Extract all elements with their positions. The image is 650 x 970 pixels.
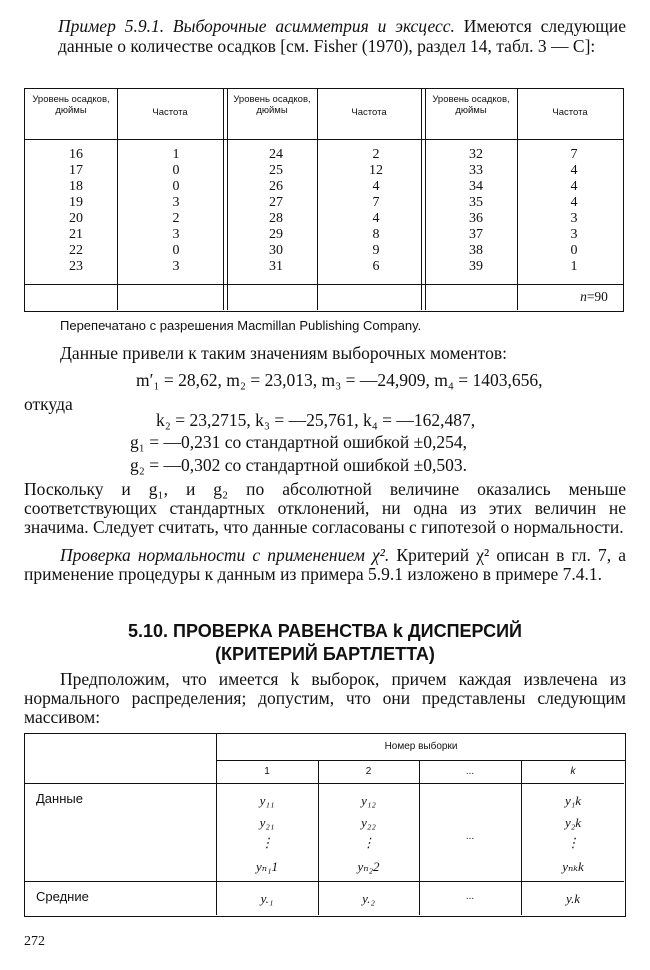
cell-yn22: yₙ₂2 (357, 859, 380, 874)
group-divider (223, 88, 224, 310)
rainfall-frequency-table (24, 88, 624, 312)
cell-y2k: y₂k (564, 815, 582, 830)
header-level: Уровень осадков, дюймы (32, 94, 110, 116)
source-note: Перепечатано с разрешения Macmillan Publishing Company. (60, 318, 422, 333)
chi-check-title: Проверка нормальности с применением χ². (60, 545, 390, 565)
mean-k: y.k (565, 891, 581, 906)
mean-ellipsis: ... (465, 891, 475, 902)
cumulants-formula: k₂ = 23,2715, k₃ = —25,761, k₄ = —162,487, (156, 410, 476, 430)
vertical-ellipsis: ⋮ (566, 835, 580, 850)
group-divider (227, 88, 228, 310)
group-divider (425, 88, 426, 310)
cell-ynkk: yₙₖk (562, 859, 584, 874)
cell-y1k: y₁k (564, 793, 582, 808)
vertical-ellipsis: ⋮ (362, 835, 375, 850)
cell-yn11: yₙ₁1 (255, 859, 279, 874)
header-level: Уровень осадков, дюймы (233, 94, 311, 116)
means-row-label: Средние (36, 889, 89, 904)
cell-y21: y₂₁ (259, 815, 275, 830)
example-title: Пример 5.9.1. Выборочные асимметрия и эксцесс. (58, 16, 455, 36)
whence-text: откуда (24, 394, 73, 414)
sample-array-table (24, 733, 626, 917)
chi-check-paragraph (24, 546, 626, 584)
sample-number-header: Номер выборки (384, 741, 458, 752)
section-heading-line1: 5.10. ПРОВЕРКА РАВЕНСТВА k ДИСПЕРСИЙ (128, 621, 522, 641)
vertical-ellipsis: ⋮ (260, 835, 274, 850)
g2-formula: g₂ = —0,302 со стандартной ошибкой ±0,503. (130, 455, 468, 475)
group-divider (421, 88, 422, 310)
header-rule (216, 760, 626, 761)
example-text: Имеются следующие данные о количестве осадков [см. Fisher (1970), раздел 14, табл. 3 — C]: (58, 16, 626, 56)
moments-formula: m′₁ = 28,62, m₂ = 23,013, m₃ = —24,909, m₄ = 1403,656, (136, 370, 543, 390)
freq-column: 1 0 0 3 2 3 0 3 (172, 147, 180, 274)
cell-y11: y₁₁ (259, 793, 275, 808)
mean-1: y.₁ (260, 891, 274, 906)
level-column: 24 25 26 27 28 29 30 31 (269, 147, 283, 274)
header-freq: Частота (351, 107, 387, 118)
section-paragraph: Предположим, что имеется k выборок, причем каждая извлечена из нормального распределения; допустим, что они представлены следующим массивом: (24, 669, 626, 727)
col-header-2: 2 (365, 766, 372, 777)
header-level: Уровень осадков, дюймы (432, 94, 510, 116)
header-freq: Частота (152, 107, 188, 118)
freq-column: 2 12 4 7 4 8 9 6 (369, 147, 383, 274)
horizontal-ellipsis: ... (465, 831, 475, 842)
example-intro (58, 16, 626, 56)
header-rule (24, 783, 624, 784)
page-number: 272 (24, 934, 45, 949)
data-row-label: Данные (36, 791, 83, 806)
col-divider (117, 88, 118, 310)
col-divider (317, 88, 318, 310)
col-divider (517, 88, 518, 310)
section-heading-line2: (КРИТЕРИЙ БАРТЛЕТТА) (215, 644, 435, 664)
mean-2: y.₂ (362, 891, 375, 906)
total-rule (24, 284, 624, 285)
header-rule (24, 139, 624, 140)
freq-column: 7 4 4 4 3 3 0 1 (570, 147, 578, 274)
level-column: 32 33 34 35 36 37 38 39 (469, 147, 483, 274)
header-freq: Частота (552, 107, 588, 118)
cell-y22: y₂₂ (361, 815, 376, 830)
col-header-ellipsis: ... (465, 766, 475, 777)
moments-intro: Данные привели к таким значениям выборочных моментов: (60, 343, 507, 363)
g1-formula: g₁ = —0,231 со стандартной ошибкой ±0,254, (130, 432, 468, 452)
total-count: n=90 (580, 289, 608, 304)
conclusion-paragraph: Поскольку и g₁, и g₂ по абсолютной величине оказались меньше соответствующих стандартных отклонений, ни одна из этих величин не значима. Следует считать, что данные согласованы с гипотезой о нормальности. (24, 479, 626, 537)
col-header-k: k (570, 766, 576, 777)
level-column: 16 17 18 19 20 21 22 23 (69, 147, 83, 274)
means-rule (24, 881, 624, 882)
col-header-1: 1 (264, 766, 270, 777)
cell-y12: y₁₂ (361, 793, 376, 808)
chi-check-text: Критерий χ² описан в гл. 7, а применение процедуры к данным из примера 5.9.1 изложено в примере 7.4.1. (24, 545, 627, 584)
